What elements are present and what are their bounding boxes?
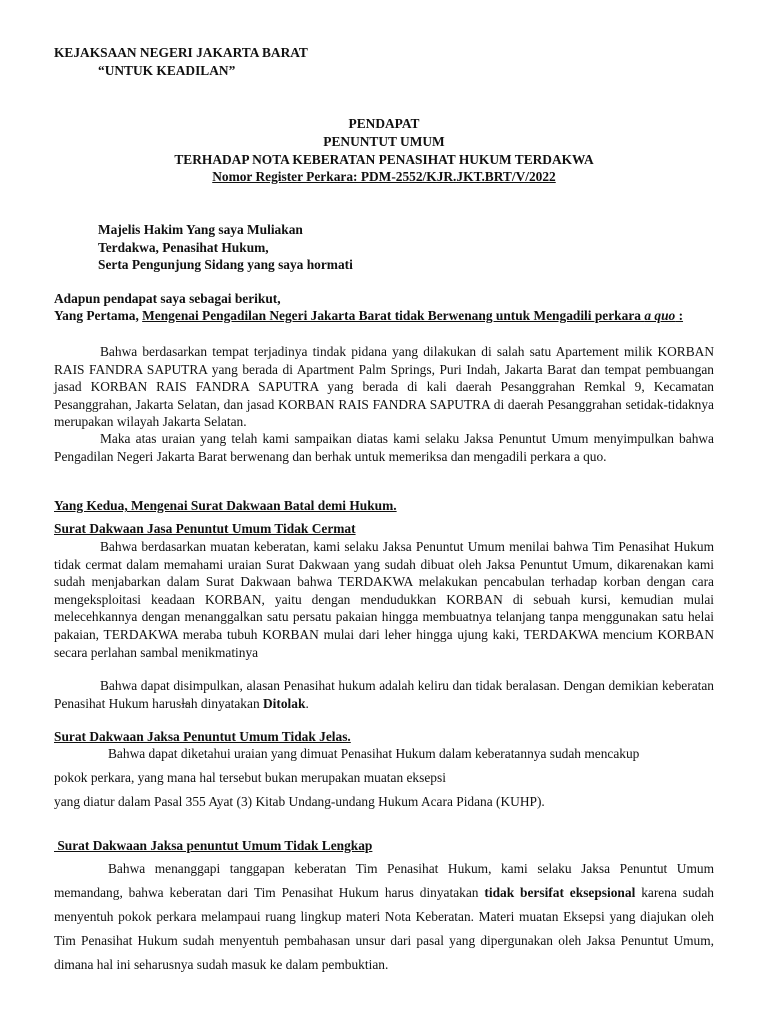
second-point-heading: Yang Kedua, Mengenai Surat Dakwaan Batal demi Hukum. (54, 498, 397, 513)
first-point-heading (54, 307, 714, 325)
doc-title-line2: PENUNTUT UMUM (323, 134, 445, 149)
first-point-paragraph-1: Bahwa berdasarkan tempat terjadinya tindak pidana yang dilakukan di salah satu Apartement milik KORBAN RAIS FANDRA SAPUTRA yang berada di Apartment Palm Springs, Puri Indah, Jakarta Barat dan tempat pembuangan jasad KORBAN RAIS FANDRA SAPUTRA yang berada di kali daerah Pesanggrahan Remkal 9, Kecamatan Pesanggrahan, Jakarta Selatan, dan jasad KORBAN RAIS FANDRA SAPUTRA di daerah Pesanggrahan setidak-tidaknya merupakan wilayah Jakarta Selatan. (54, 344, 714, 430)
salutation-line3: Serta Pengunjung Sidang yang saya hormati (98, 257, 353, 272)
subsection-heading-not-clear: Surat Dakwaan Jaksa Penuntut Umum Tidak Jelas. (54, 729, 351, 744)
salutation-line2: Terdakwa, Penasihat Hukum, (98, 240, 269, 255)
incomplete-paragraph-1: Bahwa menanggapi tanggapan keberatan Tim Penasihat Hukum, kami selaku Jaksa Penuntut Umum memandang, bahwa keberatan dari Tim Penasihat Hukum harus dinyatakan tidak bersifat eksepsional karena sudah menyentuh pokok perkara melampaui ruang lingkup materi Nota Keberatan. Materi muatan Eksepsi yang diajukan oleh Tim Penasihat Hukum sudah menyentuh pembahasan unsur dari pasal yang dipergunakan oleh Jaksa Penuntut Umum, dimana hal ini seharusnya sudah masuk ke dalam pembuktian. (54, 861, 714, 972)
first-point-title: Mengenai Pengadilan Negeri Jakarta Barat tidak Berwenang untuk Mengadili perkara a quo : (142, 308, 684, 323)
not-clear-line-3: yang diatur dalam Pasal 355 Ayat (3) Kitab Undang-undang Hukum Acara Pidana (KUHP). (54, 794, 545, 809)
not-careful-paragraph-2: Bahwa dapat disimpulkan, alasan Penasihat hukum adalah keliru dan tidak beralasan. Dengan demikian keberatan Penasihat Hukum harusl̶ah dinyatakan Ditolak. (54, 678, 714, 711)
first-point-paragraph-2: Maka atas uraian yang telah kami sampaikan diatas kami selaku Jaksa Penuntut Umum menyimpulkan bahwa Pengadilan Negeri Jakarta Barat berwenang dan berhak untuk memeriksa dan mengadili perkara a quo. (54, 431, 714, 464)
first-point-lead: Yang Pertama, (54, 308, 139, 323)
subsection-heading-incomplete: Surat Dakwaan Jaksa penuntut Umum Tidak Lengkap (54, 838, 373, 853)
doc-title-line3: TERHADAP NOTA KEBERATAN PENASIHAT HUKUM TERDAKWA (174, 152, 594, 167)
register-number: Nomor Register Perkara: PDM-2552/KJR.JKT.BRT/V/2022 (212, 169, 556, 184)
salutation-line1: Majelis Hakim Yang saya Muliakan (98, 222, 303, 237)
not-clear-line-1: Bahwa dapat diketahui uraian yang dimuat Penasihat Hukum dalam keberatannya sudah mencakup (108, 746, 640, 761)
office-motto: “UNTUK KEADILAN” (98, 63, 236, 78)
subsection-heading-not-careful: Surat Dakwaan Jasa Penuntut Umum Tidak Cermat (54, 521, 356, 536)
not-clear-line-2: pokok perkara, yang mana hal tersebut bukan merupakan muatan eksepsi (54, 770, 446, 785)
doc-title-line1: PENDAPAT (348, 116, 420, 131)
not-careful-paragraph-1: Bahwa berdasarkan muatan keberatan, kami selaku Jaksa Penuntut Umum menilai bahwa Tim Penasihat Hukum tidak cermat dalam memahami uraian Surat Dakwaan yang sudah dibuat oleh Jaksa Penuntut Umum, dikarenakan kami sudah menjabarkan dalam Surat Dakwaan bahwa TERDAKWA melakukan pencabulan terhadap korban dengan cara mengeksploitasi keadaan KORBAN, yaitu dengan mendudukkan KORBAN di sebuah kursi, kemudian mulai melecehkannya dengan menanggalkan satu persatu pakaian hingga membuatnya telanjang tanpa menggunakan satu helai pakaian, TERDAKWA meraba tubuh KORBAN mulai dari leher hingga ujung kaki, TERDAKWA mencium KORBAN secara perlahan sambal menikmatinya (54, 539, 714, 660)
office-name: KEJAKSAAN NEGERI JAKARTA BARAT (54, 45, 308, 60)
opening-statement: Adapun pendapat saya sebagai berikut, (54, 291, 281, 306)
